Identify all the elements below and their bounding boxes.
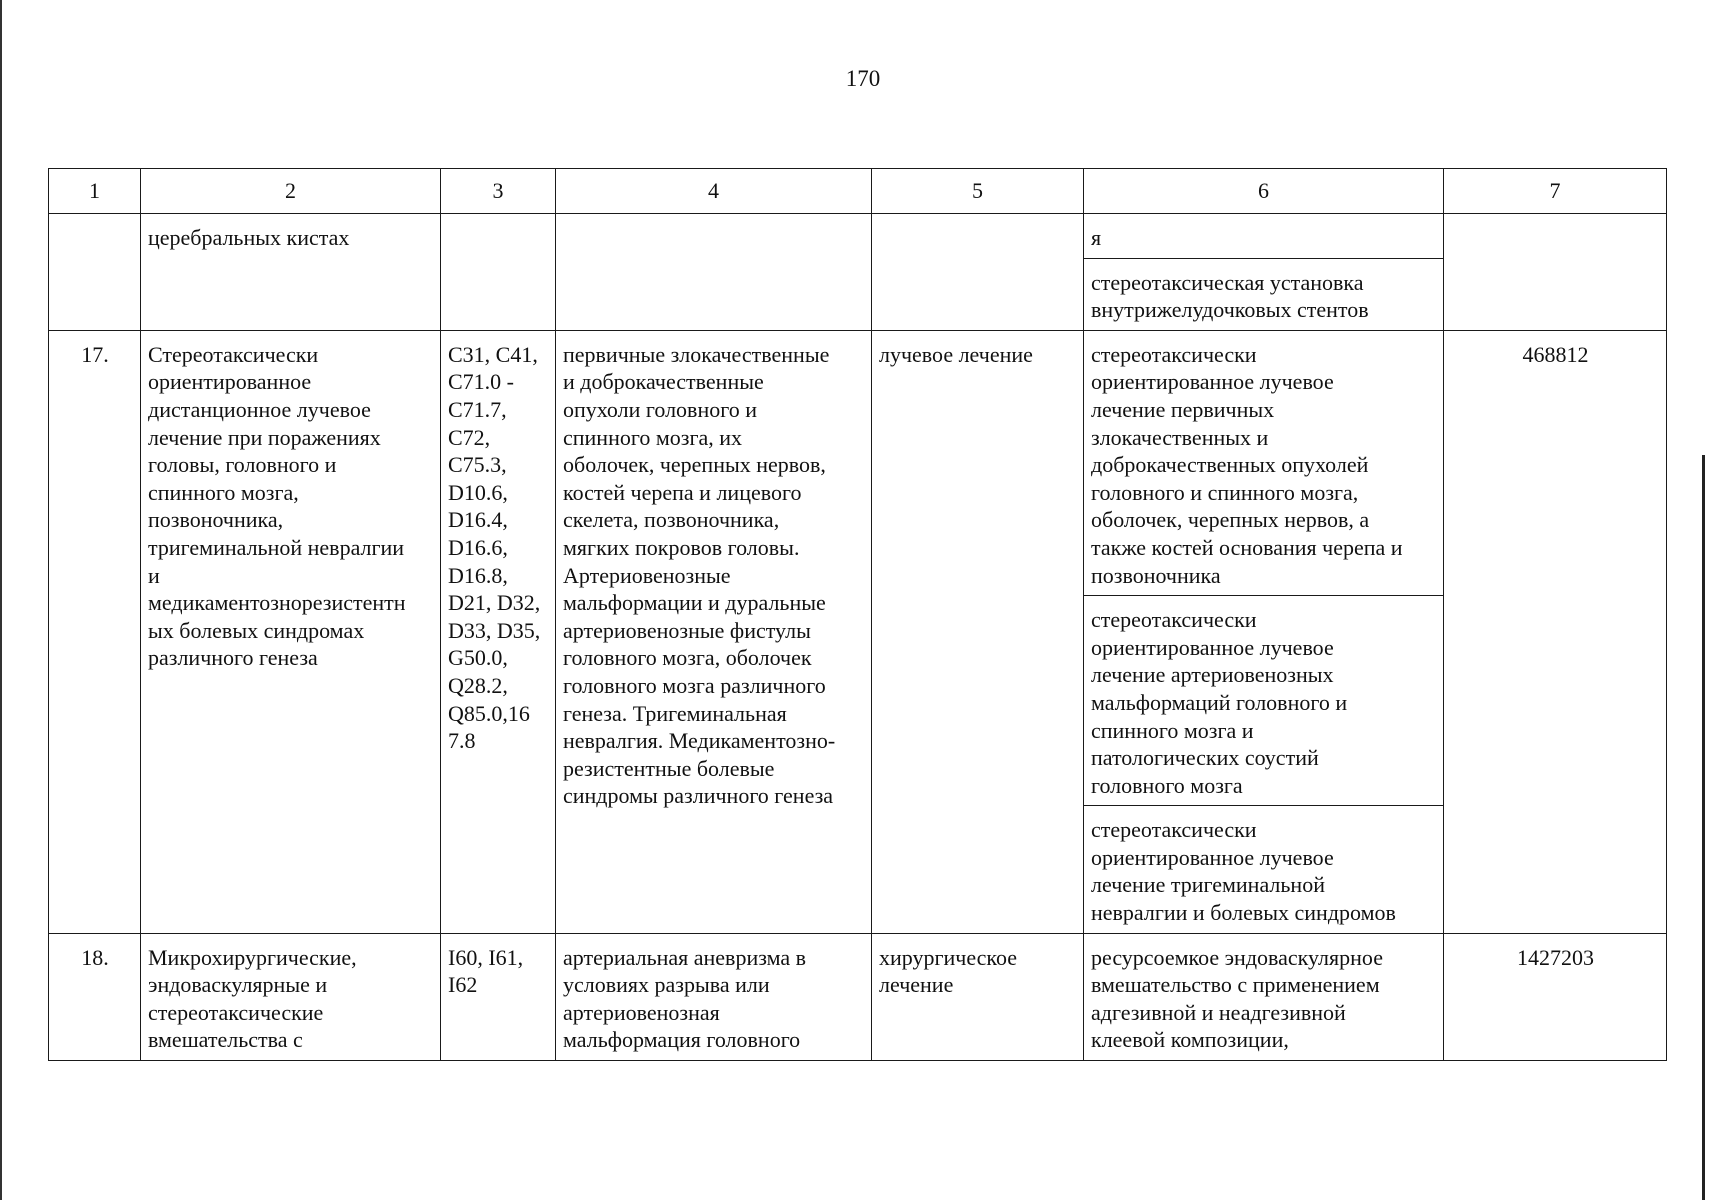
scan-edge-right (1702, 455, 1705, 1200)
header-col-1: 1 (49, 169, 141, 214)
row-18-codes: I60, I61, I62 (441, 933, 556, 1060)
header-col-3: 3 (441, 169, 556, 214)
continuation-model-cell (556, 214, 872, 331)
continuation-row (49, 214, 1667, 259)
page-number: 170 (845, 66, 881, 91)
treatment-table (48, 168, 1667, 1061)
continuation-method-fragment: я (1084, 214, 1444, 259)
header-col-7: 7 (1444, 169, 1667, 214)
row-17-treatment: лучевое лечение (872, 330, 1084, 933)
column-number-header (49, 169, 1667, 214)
continuation-name-cell: церебральных кистах (141, 214, 441, 331)
row-17-method-1: стереотаксически ориентированное лучевое лечение первичных злокачественных и доброкачественных опухолей головного и спинного мозга, оболочек, черепных нервов, а также костей основания черепа и позвоночника (1084, 330, 1444, 595)
row-18-model: артериальная аневризма в условиях разрыва или артериовенозная мальформация головного (556, 933, 872, 1060)
continuation-price-cell (1444, 214, 1667, 331)
row-18-name: Микрохирургические, эндоваскулярные и стереотаксические вмешательства с (141, 933, 441, 1060)
row-18-method: ресурсоемкое эндоваскулярное вмешательство с применением адгезивной и неадгезивной клеевой композиции, (1084, 933, 1444, 1060)
continuation-num-cell (49, 214, 141, 331)
continuation-method-stents: стереотаксическая установка внутрижелудочковых стентов (1084, 258, 1444, 330)
header-col-5: 5 (872, 169, 1084, 214)
table-row-18 (49, 933, 1667, 1060)
row-17-model: первичные злокачественные и доброкачественные опухоли головного и спинного мозга, их оболочек, черепных нервов, костей черепа и лицевого скелета, позвоночника, мягких покровов головы. Артериовенозные мальформации и дуральные артериовенозные фистулы головного мозга, оболочек головного мозга различного генеза. Тригеминальная невралгия. Медикаментозно- резистентные болевые синдромы различного генеза (556, 330, 872, 933)
row-17-codes: C31, C41, C71.0 - C71.7, C72, C75.3, D10.6, D16.4, D16.6, D16.8, D21, D32, D33, D35, G50.0, Q28.2, Q85.0,16 7.8 (441, 330, 556, 933)
row-17-method-3: стереотаксически ориентированное лучевое лечение тригеминальной невралгии и болевых синдромов (1084, 806, 1444, 933)
row-17-price: 468812 (1444, 330, 1667, 933)
table-row-17 (49, 330, 1667, 595)
header-col-6: 6 (1084, 169, 1444, 214)
continuation-treatment-cell (872, 214, 1084, 331)
row-18-number: 18. (49, 933, 141, 1060)
row-17-name: Стереотаксически ориентированное дистанционное лучевое лечение при поражениях головы, головного и спинного мозга, позвоночника, тригеминальной невралгии и медикаментознорезистентн ых болевых синдромах различного генеза (141, 330, 441, 933)
row-18-price: 1427203 (1444, 933, 1667, 1060)
row-17-method-2: стереотаксически ориентированное лучевое лечение артериовенозных мальформаций головного и спинного мозга и патологических соустий головного мозга (1084, 596, 1444, 806)
row-17-number: 17. (49, 330, 141, 933)
scan-edge-left (0, 0, 2, 1200)
continuation-codes-cell (441, 214, 556, 331)
header-col-2: 2 (141, 169, 441, 214)
row-18-treatment: хирургическое лечение (872, 933, 1084, 1060)
header-col-4: 4 (556, 169, 872, 214)
